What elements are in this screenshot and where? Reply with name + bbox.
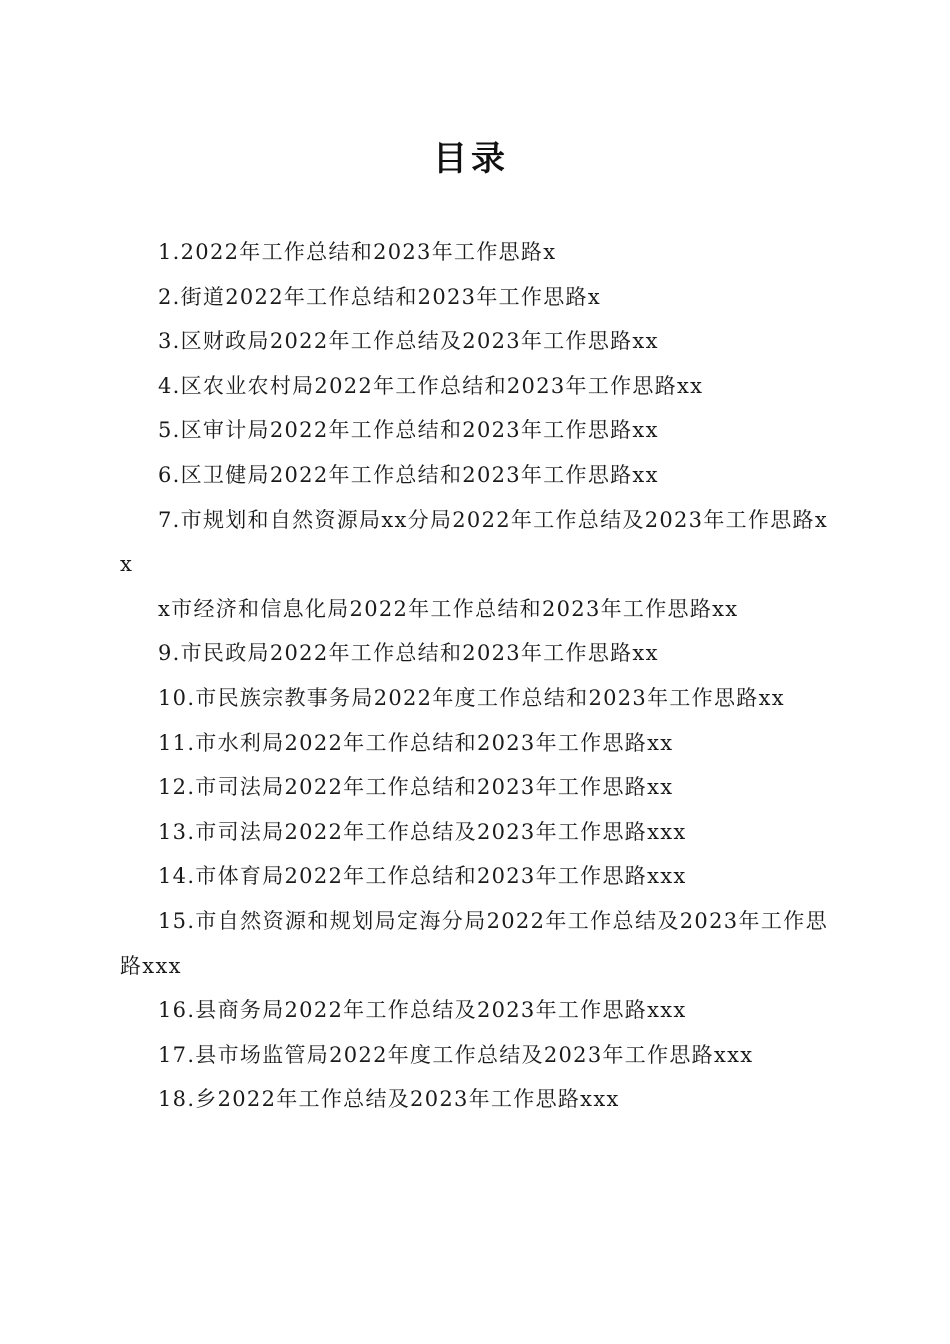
toc-entry-4: 4.区农业农村局2022年工作总结和2023年工作思路xx [158,373,704,398]
toc-entry-8: x市经济和信息化局2022年工作总结和2023年工作思路xx [158,596,739,621]
toc-entry-17: 17.县市场监管局2022年度工作总结及2023年工作思路xxx [158,1042,754,1067]
toc-entry-11: 11.市水利局2022年工作总结和2023年工作思路xx [158,730,674,755]
toc-entry-18: 18.乡2022年工作总结及2023年工作思路xxx [158,1087,620,1112]
toc-entry-6: 6.区卫健局2022年工作总结和2023年工作思路xx [158,462,659,487]
toc-entry-1: 1.2022年工作总结和2023年工作思路x [158,240,557,264]
toc-entry-13: 13.市司法局2022年工作总结及2023年工作思路xxx [158,819,687,844]
toc-entry-12: 12.市司法局2022年工作总结和2023年工作思路xx [158,775,674,800]
toc-entry-14: 14.市体育局2022年工作总结和2023年工作思路xxx [158,864,687,889]
toc-entry-7: 7.市规划和自然资源局xx分局2022年工作总结及2023年工作思路xx [120,507,828,577]
toc-entry-5: 5.区审计局2022年工作总结和2023年工作思路xx [158,418,659,443]
table-of-contents [120,230,828,1122]
toc-entry-2: 2.街道2022年工作总结和2023年工作思路x [158,284,601,309]
toc-entry-16: 16.县商务局2022年工作总结及2023年工作思路xxx [158,998,687,1023]
toc-entry-3: 3.区财政局2022年工作总结及2023年工作思路xx [158,329,659,354]
page-title: 目录 [433,139,509,179]
toc-entry-9: 9.市民政局2022年工作总结和2023年工作思路xx [158,641,659,666]
toc-entry-10: 10.市民族宗教事务局2022年度工作总结和2023年工作思路xx [158,685,785,710]
toc-entry-15: 15.市自然资源和规划局定海分局2022年工作总结及2023年工作思路xxx [120,908,828,978]
